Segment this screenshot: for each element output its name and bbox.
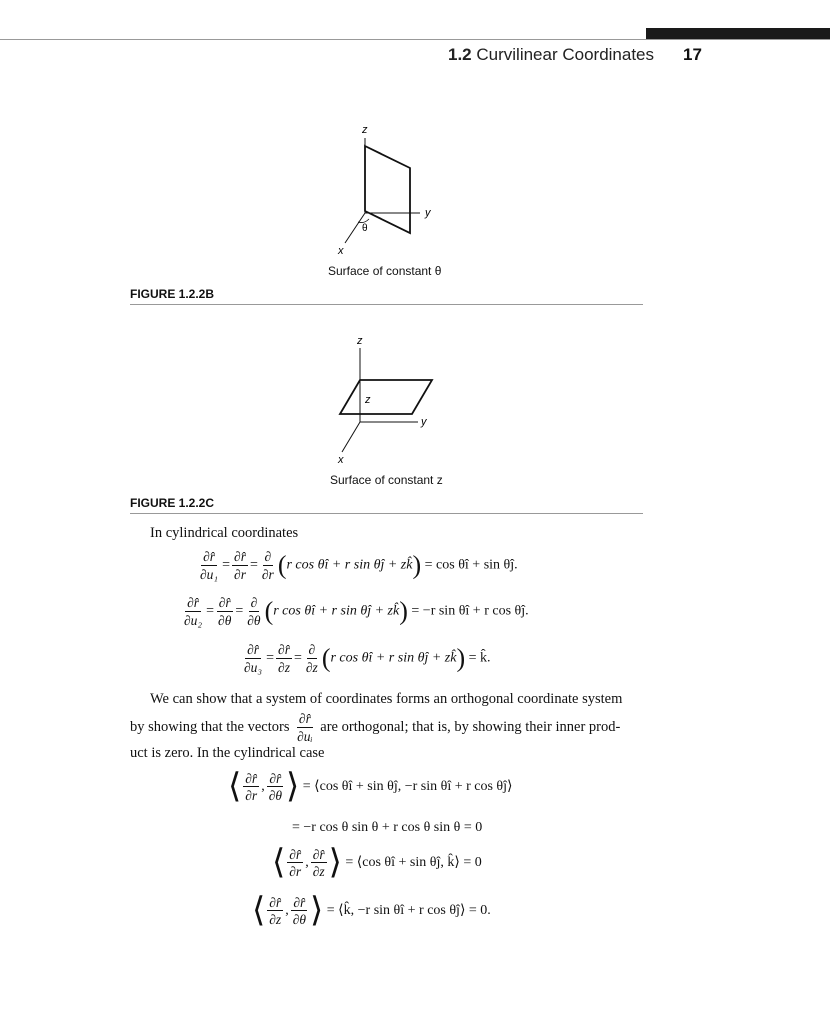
ip1-rhs: = ⟨cos θî + sin θĵ, −r sin θî + r cos θĵ⟩	[302, 779, 513, 795]
running-head	[448, 45, 654, 65]
eq2-lhs	[182, 596, 204, 627]
figure-b-rule	[130, 304, 643, 305]
equation-3: $\frac{\partial r̂}{\text{∂u₃}}$ = $\frac{\partial r̂}{\partial z}$ = $\frac{\partial}{\partial z}$ (r cos θî + r sin θĵ + zk̂) = k̂.	[244, 642, 491, 675]
ip3-b-num: ∂r̂	[293, 894, 306, 910]
figure-b-z-label: z	[362, 124, 368, 136]
figure-b-theta-label: θ	[362, 223, 368, 234]
eq2-lhs-den: ∂u₂	[184, 612, 203, 628]
ip2-rhs: = ⟨cos θî + sin θĵ, k̂⟩ = 0	[345, 855, 482, 871]
figure-b-caption: Surface of constant θ	[328, 264, 442, 278]
paragraph-line-2b: are orthogonal; that is, by showing their inner prod-	[320, 718, 621, 735]
figure-c-x-label: x	[338, 454, 344, 466]
eq2-mid	[216, 596, 233, 627]
eq2-op	[245, 596, 262, 627]
eq3-lhs-num: ∂r̂	[247, 642, 260, 657]
figure-b-y-label: y	[425, 207, 431, 219]
figure-c-plane-label: z	[365, 394, 371, 406]
eq1-inner: r cos θî + r sin θĵ + zk̂	[286, 557, 413, 573]
eq1-mid	[232, 550, 248, 581]
eq2-op-num: ∂	[250, 595, 258, 610]
eq1-lhs	[198, 550, 220, 581]
eq3-op-num: ∂	[308, 642, 316, 657]
eq1-op-den: ∂r	[261, 566, 274, 582]
eq2-mid-num: ∂r̂	[218, 595, 231, 610]
para-frac	[295, 712, 315, 743]
eq3-op	[304, 643, 320, 674]
ip3-a-num: ∂r̂	[269, 894, 282, 910]
section-title: Curvilinear Coordinates	[476, 45, 655, 64]
eq2-lhs-num: ∂r̂	[187, 595, 200, 610]
ip3-b	[291, 896, 308, 927]
ip1-a	[243, 772, 259, 803]
figure-b-label: FIGURE 1.2.2B	[130, 287, 215, 301]
figure-b-diagram	[320, 118, 450, 263]
figure-c-label: FIGURE 1.2.2C	[130, 496, 215, 510]
eq3-mid	[276, 643, 292, 674]
eq2-mid-den: ∂θ	[218, 612, 232, 628]
figure-c-z-label: z	[357, 335, 363, 347]
figure-c-x-axis	[342, 422, 360, 452]
ip2-a	[287, 848, 303, 879]
ip2-a-num: ∂r̂	[289, 846, 302, 862]
eq3-op-den: ∂z	[305, 659, 318, 675]
ip1-a-den: ∂r	[245, 788, 258, 803]
ip1-b-num: ∂r̂	[269, 770, 282, 786]
ip3-a	[267, 896, 283, 927]
eq1-result: = cos θî + sin θĵ.	[424, 557, 518, 573]
section-number: 1.2	[448, 45, 472, 64]
ip2-a-den: ∂r	[289, 864, 302, 879]
eq1-op-num: ∂	[264, 549, 272, 564]
ip2-b	[311, 848, 327, 879]
inner-product-1: ⟨ $\frac{\partial r̂}{\partial r}$ , $\frac{\partial r̂}{\partial\theta}$ ⟩ = ⟨cos θî + sin θĵ, −r sin θî + r cos θĵ⟩	[228, 768, 513, 805]
intro-text: In cylindrical coordinates	[150, 525, 299, 541]
eq3-lhs-den: ∂u₃	[244, 659, 263, 675]
paragraph-line-2	[130, 712, 620, 743]
equation-1: $\frac{\partial r̂}{\text{∂u₁}}$ = $\frac{\partial r̂}{\partial r}$ = $\frac{\partial}{\partial r}$ (r cos θî + r sin θĵ + zk̂) = cos θî + sin θĵ.	[200, 549, 518, 582]
para-frac-den: ∂uᵢ	[297, 728, 313, 744]
figure-c-caption: Surface of constant z	[330, 473, 443, 487]
inner-product-1-line-2: = −r cos θ sin θ + r cos θ sin θ = 0	[292, 820, 483, 835]
eq2-inner: r cos θî + r sin θĵ + zk̂	[273, 603, 400, 619]
eq1-op	[260, 550, 276, 581]
ip2-b-den: ∂z	[312, 864, 325, 879]
eq3-mid-den: ∂z	[278, 659, 290, 675]
eq2-result: = −r sin θî + r cos θĵ.	[411, 603, 529, 619]
figure-c-rule	[130, 513, 643, 514]
eq3-mid-num: ∂r̂	[278, 642, 290, 657]
ip3-a-den: ∂z	[269, 912, 282, 927]
ip1-b-den: ∂θ	[268, 788, 283, 803]
figure-b-x-label: x	[338, 245, 344, 257]
equation-2: $\frac{\partial r̂}{\text{∂u₂}}$ = $\frac{\partial r̂}{\partial\theta}$ = $\frac{\partial}{\partial\theta}$ (r cos θî + r sin θĵ + zk̂) = −r sin θî + r cos θĵ.	[184, 595, 529, 628]
page-number: 17	[683, 45, 702, 64]
paragraph-line-3: uct is zero. In the cylindrical case	[130, 745, 325, 761]
ip3-b-den: ∂θ	[292, 912, 307, 927]
ip1-b	[267, 772, 284, 803]
inner-product-2: ⟨ $\frac{\partial r̂}{\partial r}$ , $\frac{\partial r̂}{\partial z}$ ⟩ = ⟨cos θî + sin θĵ, k̂⟩ = 0	[272, 844, 482, 881]
inner-product-3: ⟨ $\frac{\partial r̂}{\partial z}$ , $\frac{\partial r̂}{\partial\theta}$ ⟩ = ⟨k̂, −r sin θî + r cos θĵ⟩ = 0.	[252, 892, 491, 929]
eq1-lhs-den: ∂u₁	[200, 566, 219, 582]
eq2-op-den: ∂θ	[247, 612, 261, 628]
ip3-rhs: = ⟨k̂, −r sin θî + r cos θĵ⟩ = 0.	[326, 903, 491, 919]
eq3-result: = k̂.	[468, 650, 491, 666]
para-frac-num: ∂r̂	[298, 711, 311, 726]
figure-c-y-label: y	[421, 416, 427, 428]
ip1-a-num: ∂r̂	[245, 770, 258, 786]
paragraph-line-2a: by showing that the vectors	[130, 718, 290, 735]
ip2-b-num: ∂r̂	[312, 846, 325, 862]
header-rule	[0, 39, 830, 40]
figure-c-diagram	[320, 330, 450, 470]
figure-c-plane	[340, 380, 432, 414]
eq1-mid-den: ∂r	[234, 566, 246, 582]
eq3-inner: r cos θî + r sin θĵ + zk̂	[330, 650, 457, 666]
eq1-mid-num: ∂r̂	[234, 549, 246, 564]
eq1-lhs-num: ∂r̂	[203, 549, 216, 564]
figure-b-plane	[365, 146, 410, 233]
eq3-lhs	[242, 643, 264, 674]
paragraph-line-1: We can show that a system of coordinates forms an orthogonal coordinate system	[150, 691, 623, 707]
